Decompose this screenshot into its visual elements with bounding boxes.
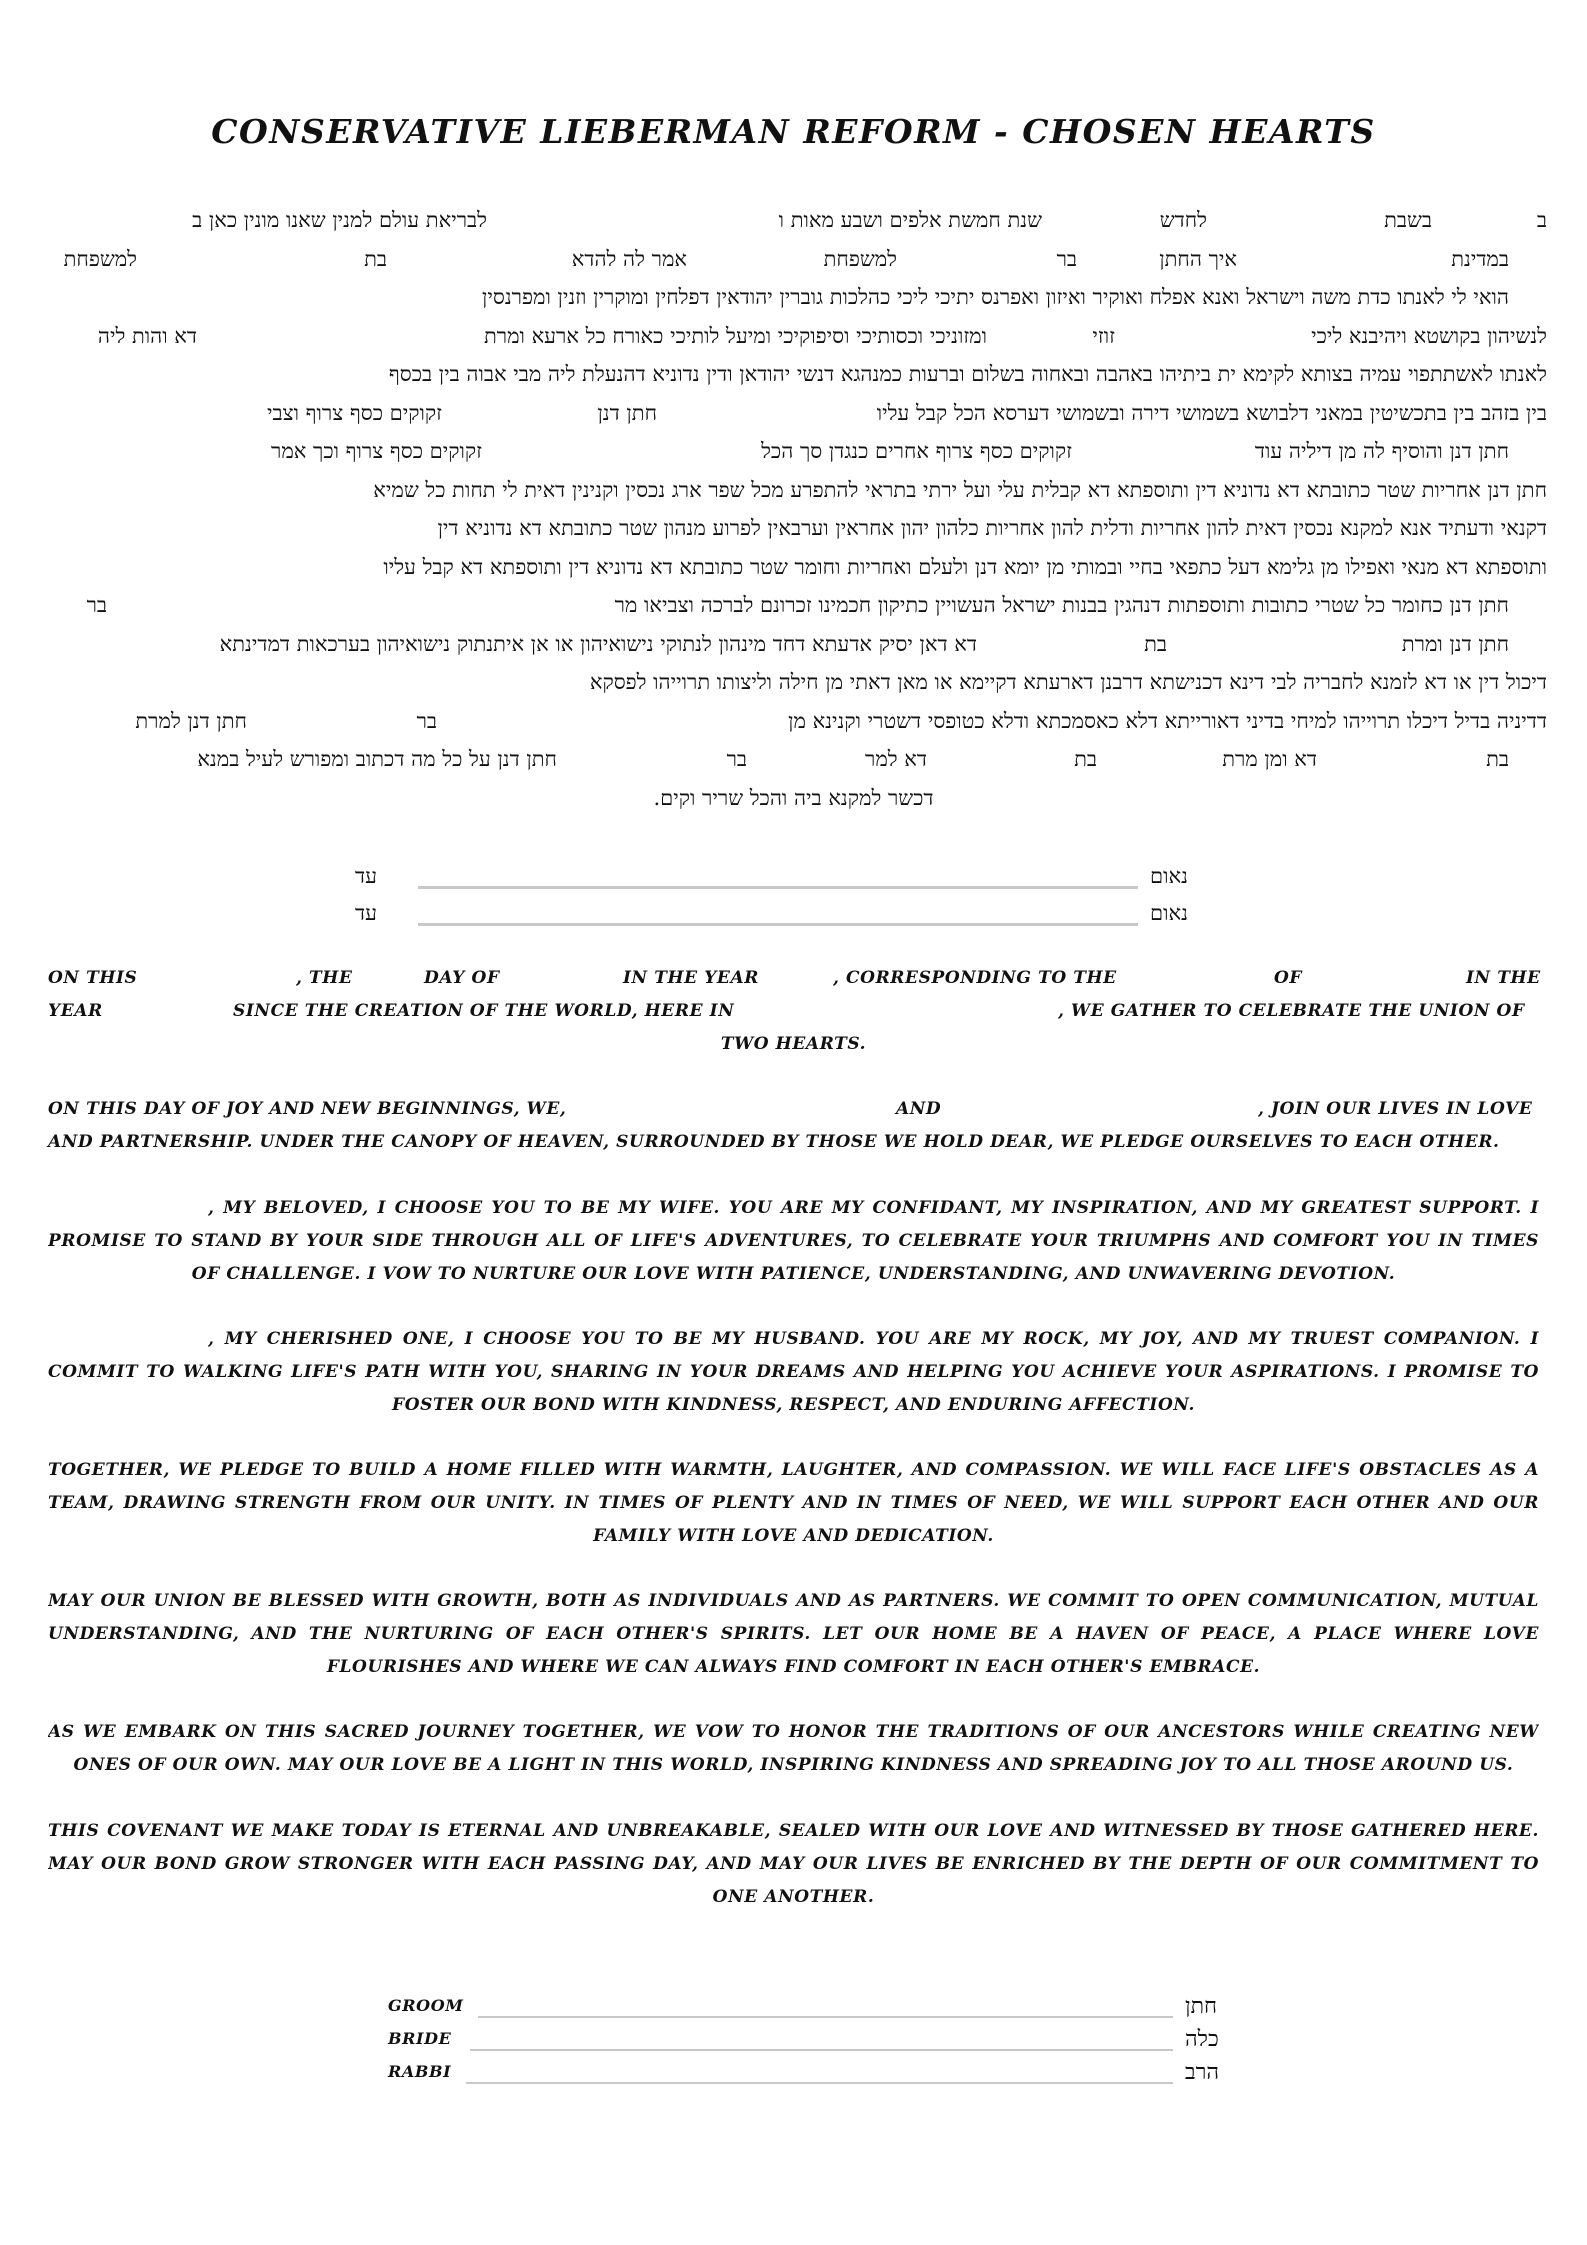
bride-label: BRIDE — [388, 2029, 452, 2048]
hebrew-line-10 — [40, 555, 1547, 594]
english-paragraph-6 — [48, 1585, 1539, 1684]
rabbi-signature-field[interactable] — [466, 2082, 1173, 2084]
english-line — [48, 1126, 1539, 1159]
bride-signature-field[interactable] — [470, 2049, 1173, 2051]
hebrew-word: לחדש — [1159, 208, 1207, 232]
hebrew-word: למשפחת — [63, 246, 137, 271]
hebrew-word: בת — [1074, 747, 1097, 771]
hebrew-word: זקוקים כסף צרוף אחרים כנגדן סך הכל — [761, 439, 1072, 463]
english-line — [48, 1749, 1539, 1782]
english-line — [48, 1323, 1539, 1356]
hebrew-line-14 — [40, 709, 1547, 748]
english-word: , CORRESPONDING TO THE — [833, 968, 1117, 988]
english-paragraph-4 — [48, 1323, 1539, 1422]
hebrew-text-line: חתן דנן אחריות שטר כתובתא דא נדוניא דין ותוספתא דא קבלית עלי ועל ירתי בתראי להתפרע מכל שפר ארג נכסין וקנינין דאית לי תחות כל שמיא — [373, 477, 1547, 502]
hebrew-text-line: לאנתו לאשתתפוי עמיה בצותא לקימא ית ביתיהו באהבה ובאחוה בשלום וברעות כמנהגא דנשי יהודאן ודין נדוניא דהנעלת ליה מבי אבוה בין בכסף — [388, 362, 1547, 386]
hebrew-word: חתן דנן — [597, 400, 657, 425]
hebrew-word: לבריאת עולם למנין שאנו מונין כאן ב — [192, 208, 487, 232]
english-line — [48, 1716, 1539, 1749]
english-word: OF — [1274, 968, 1303, 988]
groom-label: GROOM — [388, 1996, 464, 2015]
english-paragraph-2 — [48, 1093, 1539, 1159]
hebrew-word: זקוקים כסף צרוף וצבי — [266, 400, 442, 425]
witness-left-label: עד — [355, 901, 377, 925]
english-line — [48, 1356, 1539, 1389]
english-text: AND PARTNERSHIP. UNDER THE CANOPY OF HEAVEN, SURROUNDED BY THOSE WE HOLD DEAR, WE PLEDGE OURSELVES TO EACH OTHER. — [48, 1132, 1500, 1152]
english-text: COMMIT TO WALKING LIFE'S PATH WITH YOU, SHARING IN YOUR DREAMS AND HELPING YOU ACHIEVE YOUR ASPIRATIONS. I PROMISE TO — [48, 1362, 1539, 1382]
english-word: DAY OF — [424, 968, 500, 988]
english-text: FAMILY WITH LOVE AND DEDICATION. — [593, 1526, 994, 1546]
rabbi-hebrew-label: הרב — [1185, 2060, 1220, 2085]
english-paragraph-5 — [48, 1454, 1539, 1553]
hebrew-word: לנשיהון בקושטא ויהיבנא ליכי — [1311, 323, 1547, 348]
hebrew-word: בר — [416, 708, 437, 733]
hebrew-text-line: ותוספתא דא מנאי ואפילו מן גלימא דעל כתפאי בחיי ובמותי מן יומא דנן ולעלם ואחריות וחומר שטר כתובתא דא נדוניא דין ותוספתא דא קבל עליו — [383, 554, 1547, 579]
hebrew-word: בת — [1144, 631, 1167, 656]
english-paragraph-8 — [48, 1815, 1539, 1914]
hebrew-closing-line: דכשר למקנא ביה והכל שריר וקים. — [653, 785, 934, 810]
bride-hebrew-label: כלה — [1185, 2027, 1219, 2052]
hebrew-word: זוזי — [1092, 323, 1115, 348]
hebrew-word: בר — [86, 593, 107, 617]
hebrew-word: בין בזהב בין בתכשיטין במאני דלבושא בשמושי דירה ובשמושי דערסא הכל קבל עליו — [876, 400, 1547, 425]
witness-signature-field[interactable] — [418, 923, 1138, 926]
english-line — [48, 995, 1539, 1028]
document-title: CONSERVATIVE LIEBERMAN REFORM - CHOSEN HEARTS — [211, 112, 1376, 151]
hebrew-line-12 — [40, 632, 1547, 671]
hebrew-line-2 — [40, 247, 1547, 286]
groom-signature-field[interactable] — [478, 2016, 1173, 2018]
english-word: SINCE THE CREATION OF THE WORLD, HERE IN — [233, 1001, 735, 1021]
hebrew-word: בת — [364, 246, 387, 271]
hebrew-word: בר — [726, 747, 747, 771]
witness-signature-field[interactable] — [418, 886, 1138, 889]
hebrew-word: במדינת — [1451, 246, 1509, 271]
hebrew-line-7 — [40, 439, 1547, 478]
hebrew-word: זקוקים כסף צרוף וכך אמר — [271, 439, 482, 463]
english-word: ON THIS — [48, 968, 138, 988]
hebrew-line-11 — [40, 593, 1547, 632]
english-line — [48, 1454, 1539, 1487]
hebrew-line-3 — [40, 285, 1547, 324]
english-line — [48, 1585, 1539, 1618]
hebrew-line-1 — [40, 208, 1547, 247]
english-text: FOSTER OUR BOND WITH KINDNESS, RESPECT, AND ENDURING AFFECTION. — [392, 1395, 1195, 1415]
hebrew-line-6 — [40, 401, 1547, 440]
english-word: AND — [896, 1099, 942, 1119]
english-text: , MY CHERISHED ONE, I CHOOSE YOU TO BE MY HUSBAND. YOU ARE MY ROCK, MY JOY, AND MY TRUEST COMPANION. I — [208, 1329, 1539, 1349]
hebrew-word: בת — [1486, 747, 1509, 771]
english-text: TEAM, DRAWING STRENGTH FROM OUR UNITY. IN TIMES OF PLENTY AND IN TIMES OF NEED, WE WILL SUPPORT EACH OTHER AND OUR — [48, 1493, 1539, 1513]
hebrew-word: חתן דנן על כל מה דכתוב ומפורש לעיל במנא — [197, 747, 557, 771]
hebrew-line-15 — [40, 747, 1547, 786]
witness-left-label: עד — [355, 864, 377, 888]
signature-row-bride — [0, 2026, 1587, 2056]
hebrew-word: דדיניה בדיל דיכלו תרוייהו למיחי בדיני דאורייתא דלא כאסמכתא ודלא כטופסי דשטרי וקנינא מן — [788, 708, 1547, 733]
hebrew-word: חתן דנן למרת — [135, 708, 247, 733]
rabbi-label: RABBI — [388, 2062, 452, 2081]
english-line — [48, 1520, 1539, 1553]
hebrew-line-4 — [40, 324, 1547, 363]
hebrew-word: חתן דנן והוסיף לה מן דיליה עוד — [1254, 439, 1509, 463]
english-word: , JOIN OUR LIVES IN LOVE — [1258, 1099, 1533, 1119]
english-paragraph-3 — [48, 1192, 1539, 1291]
english-paragraph-7 — [48, 1716, 1539, 1782]
english-word: IN THE YEAR — [623, 968, 760, 988]
hebrew-word: דא למר — [865, 747, 927, 771]
english-line — [48, 1618, 1539, 1651]
hebrew-text-line: הואי לי לאנתו כדת משה וישראל ואנא אפלח ואוקיר ואיזון ואפרנס יתיכי ליכי כהלכות גוברין יהודאין דפלחין ומוקרין וזנין ומפרנסין — [482, 285, 1509, 309]
english-text: FLOURISHES AND WHERE WE CAN ALWAYS FIND COMFORT IN EACH OTHER'S EMBRACE. — [326, 1657, 1261, 1677]
english-line — [48, 1651, 1539, 1684]
hebrew-word: דא והות ליה — [97, 323, 197, 348]
english-text: PROMISE TO STAND BY YOUR SIDE THROUGH ALL OF LIFE'S ADVENTURES, TO CELEBRATE YOUR TRIUMPHS AND COMFORT YOU IN TIMES — [48, 1231, 1539, 1251]
english-line — [48, 1881, 1539, 1914]
hebrew-line-5 — [40, 362, 1547, 401]
english-line — [48, 1389, 1539, 1422]
hebrew-word: ב — [1536, 208, 1547, 232]
english-text: MAY OUR BOND GROW STRONGER WITH EACH PASSING DAY, AND MAY OUR LIVES BE ENRICHED BY THE DEPTH OF OUR COMMITMENT TO — [48, 1854, 1539, 1874]
english-text: UNDERSTANDING, AND THE NURTURING OF EACH OTHER'S SPIRITS. LET OUR HOME BE A HAVEN OF PEACE, A PLACE WHERE LOVE — [48, 1624, 1539, 1644]
english-line — [48, 1192, 1539, 1225]
hebrew-line-16 — [40, 786, 1547, 825]
witness-line-1 — [0, 864, 1587, 894]
english-line — [48, 1093, 1539, 1126]
english-word: ON THIS DAY OF JOY AND NEW BEGINNINGS, WE, — [48, 1099, 567, 1119]
hebrew-word: איך החתן — [1159, 246, 1237, 271]
witness-line-2 — [0, 901, 1587, 931]
english-line — [48, 1028, 1539, 1061]
hebrew-word: חתן דנן כחומר כל שטרי כתובות ותוספתות דנהגין בבנות ישראל העשויין כתיקון חכמינו זכרונם לברכה וצביאו מר — [614, 593, 1509, 617]
english-text: OF CHALLENGE. I VOW TO NURTURE OUR LOVE WITH PATIENCE, UNDERSTANDING, AND UNWAVERING DEVOTION. — [191, 1264, 1396, 1284]
signature-row-rabbi — [0, 2059, 1587, 2089]
witness-right-label: נאום — [1150, 864, 1188, 888]
english-text: AS WE EMBARK ON THIS SACRED JOURNEY TOGETHER, WE VOW TO HONOR THE TRADITIONS OF OUR ANCESTORS WHILE CREATING NEW — [48, 1722, 1539, 1742]
english-text: , MY BELOVED, I CHOOSE YOU TO BE MY WIFE. YOU ARE MY CONFIDANT, MY INSPIRATION, AND MY GREATEST SUPPORT. I — [208, 1198, 1539, 1218]
hebrew-line-9 — [40, 516, 1547, 555]
hebrew-word: ומזוניכי וכסותיכי וסיפוקיכי ומיעל לותיכי כאורח כל ארעא ומרת — [483, 323, 987, 348]
english-line — [48, 1258, 1539, 1291]
hebrew-text-line: דיכול דין או דא לזמנא לחבריה לבי דינא דכנישתא דרבנן דארעתא דקיימא או מאן דאתי מן חילה וליצותו תרוייהו לפסקא — [589, 670, 1547, 694]
hebrew-word: למשפחת — [823, 246, 897, 271]
hebrew-text — [40, 208, 1547, 824]
english-line — [48, 1487, 1539, 1520]
english-text: ONES OF OUR OWN. MAY OUR LOVE BE A LIGHT IN THIS WORLD, INSPIRING KINDNESS AND SPREADING JOY TO ALL THOSE AROUND US. — [73, 1755, 1514, 1775]
english-word: , THE — [296, 968, 353, 988]
english-word: , WE GATHER TO CELEBRATE THE UNION OF — [1058, 1001, 1525, 1021]
signature-block — [0, 1993, 1587, 2103]
english-line — [48, 1225, 1539, 1258]
hebrew-word: דא ומן מרת — [1222, 747, 1317, 771]
hebrew-word: חתן דנן ומרת — [1401, 631, 1509, 656]
english-text: TOGETHER, WE PLEDGE TO BUILD A HOME FILLED WITH WARMTH, LAUGHTER, AND COMPASSION. WE WILL FACE LIFE'S OBSTACLES AS A — [48, 1460, 1539, 1480]
english-word: YEAR — [48, 1001, 103, 1021]
english-text: ONE ANOTHER. — [712, 1887, 875, 1907]
english-text: MAY OUR UNION BE BLESSED WITH GROWTH, BOTH AS INDIVIDUALS AND AS PARTNERS. WE COMMIT TO OPEN COMMUNICATION, MUTUAL — [48, 1591, 1539, 1611]
english-text: THIS COVENANT WE MAKE TODAY IS ETERNAL AND UNBREAKABLE, SEALED WITH OUR LOVE AND WITNESSED BY THOSE GATHERED HERE. — [48, 1821, 1539, 1841]
groom-hebrew-label: חתן — [1185, 1994, 1218, 2019]
hebrew-word: בר — [1056, 246, 1077, 271]
hebrew-word: אמר לה להדא — [571, 246, 687, 271]
english-paragraph-1 — [48, 962, 1539, 1061]
english-text: TWO HEARTS. — [720, 1034, 867, 1054]
hebrew-word: דא דאן יסיק אדעתא דחד מינהון לנתוקי נישואיהון או אן איתנתוק נישואיהון בערכאות דמדינתא — [219, 631, 977, 656]
english-word: IN THE — [1466, 968, 1541, 988]
hebrew-line-8 — [40, 478, 1547, 517]
english-line — [48, 1848, 1539, 1881]
signature-row-groom — [0, 1993, 1587, 2023]
hebrew-word: שנת חמשת אלפים ושבע מאות ו — [778, 208, 1042, 232]
hebrew-word: בשבת — [1384, 208, 1432, 232]
english-line — [48, 1815, 1539, 1848]
hebrew-line-13 — [40, 670, 1547, 709]
witness-right-label: נאום — [1150, 901, 1188, 925]
english-line — [48, 962, 1539, 995]
hebrew-text-line: דקנאי ודעתיד אנא למקנא נכסין דאית להון אחריות ודלית להון אחריות כלהון יהון אחראין וערבאין לפרוע מנהון שטר כתובתא דא נדוניא דין — [437, 516, 1547, 540]
